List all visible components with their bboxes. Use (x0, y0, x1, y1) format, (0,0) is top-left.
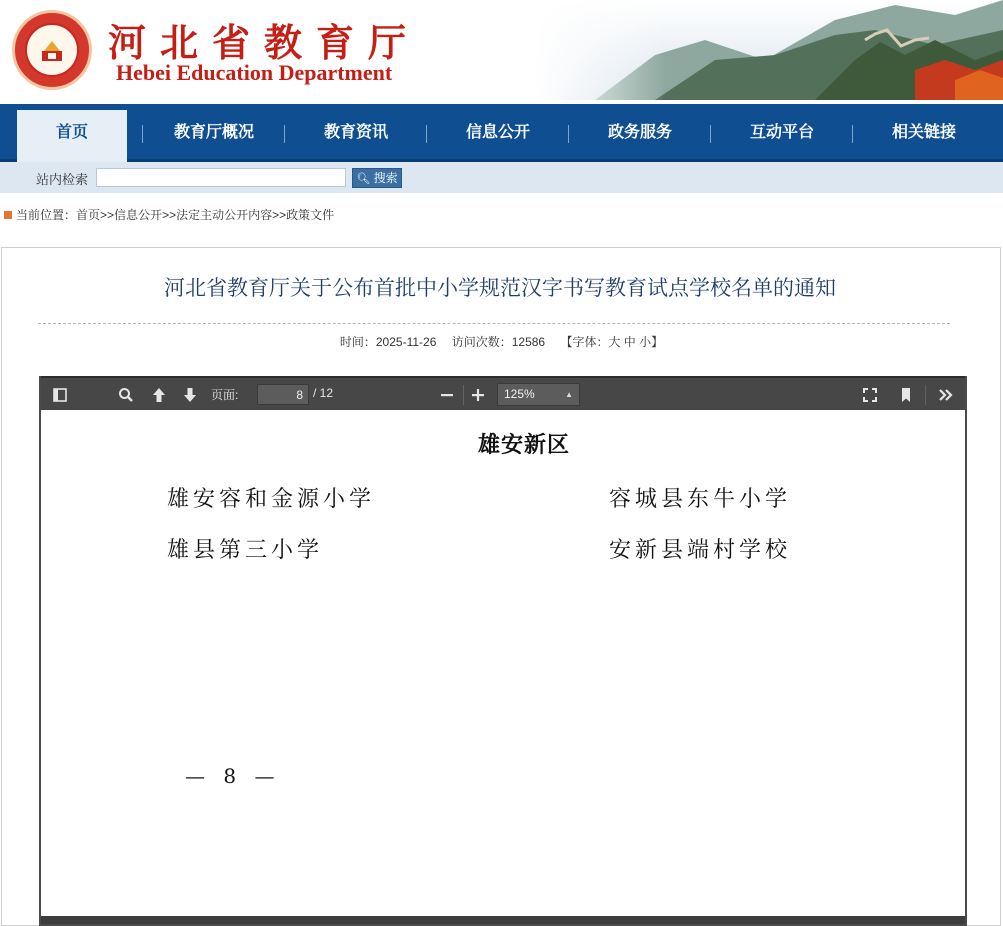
page-label: 页面: (211, 388, 239, 402)
breadcrumb-statutory-content[interactable]: 法定主动公开内容 (176, 208, 273, 222)
zoom-out-icon[interactable] (436, 384, 458, 406)
search-label: 站内检索 (36, 172, 89, 187)
nav-item-news[interactable]: 教育资讯 (323, 124, 388, 141)
zoom-value: 125% (504, 387, 535, 401)
pdf-page (41, 410, 965, 916)
title-divider (38, 323, 950, 324)
zoom-select[interactable] (497, 383, 580, 406)
nav-item-links[interactable]: 相关链接 (891, 124, 956, 141)
page-total: / 12 (313, 386, 334, 400)
zoom-dropdown-arrow-icon: ▲ (565, 390, 573, 399)
breadcrumb (4, 206, 334, 223)
site-search-bar (0, 162, 1003, 193)
search-button-label: 搜索 (373, 171, 398, 185)
breadcrumb-policy-documents[interactable]: 政策文件 (286, 208, 335, 222)
breadcrumb-separator: >> (100, 208, 115, 222)
breadcrumb-bullet-icon (4, 211, 12, 219)
toolbar-divider (463, 385, 464, 405)
pdf-school-entry: 安新县端村学校 (609, 538, 792, 563)
toolbar-divider (925, 385, 926, 405)
nav-item-gov-services[interactable]: 政务服务 (607, 124, 672, 141)
site-logo[interactable] (12, 10, 92, 90)
pdf-page-number: — 8 — (185, 764, 281, 788)
site-title-en: Hebei Education Department (116, 60, 393, 85)
great-wall-banner (535, 0, 1003, 100)
find-search-icon[interactable] (115, 384, 137, 406)
logo-emblem (25, 23, 79, 77)
pdf-school-entry: 雄安容和金源小学 (167, 487, 376, 512)
search-input[interactable] (96, 168, 346, 187)
sidebar-toggle-icon[interactable] (49, 384, 71, 406)
search-button[interactable] (352, 168, 402, 188)
zoom-in-icon[interactable] (467, 384, 489, 406)
pdf-page-gap (41, 916, 967, 926)
emblem-book-icon (40, 37, 64, 63)
site-header (0, 0, 1003, 104)
nav-item-home[interactable]: 首页 (17, 110, 127, 162)
main-nav (0, 104, 1003, 162)
breadcrumb-home[interactable]: 首页 (76, 208, 101, 222)
pdf-section-heading: 雄安新区 (478, 433, 571, 458)
article-meta (0, 333, 1003, 350)
page-number-input[interactable] (257, 384, 309, 405)
presentation-mode-icon[interactable] (859, 384, 881, 406)
more-tools-icon[interactable] (935, 384, 957, 406)
nav-item-interaction[interactable]: 互动平台 (749, 124, 814, 141)
bookmark-icon[interactable] (895, 384, 917, 406)
article-title: 河北省教育厅关于公布首批中小学规范汉字书写教育试点学校名单的通知 (164, 277, 836, 300)
pdf-school-entry: 容城县东牛小学 (609, 487, 792, 512)
previous-page-icon[interactable] (148, 384, 170, 406)
search-icon: 🔍︎ (356, 173, 371, 185)
breadcrumb-separator: >> (272, 208, 287, 222)
article-date: 时间：2025-11-26 (339, 335, 437, 349)
breadcrumb-prefix: 当前位置： (16, 208, 77, 222)
nav-item-overview[interactable]: 教育厅概况 (173, 124, 254, 141)
site-title-cn: 河北省教育厅 (108, 20, 421, 65)
article-visits: 访问次数：12586 (451, 335, 546, 349)
nav-item-info-disclosure[interactable]: 信息公开 (465, 124, 530, 141)
next-page-icon[interactable] (179, 384, 201, 406)
font-size-switcher[interactable]: 【字体：大 中 小】 (560, 335, 664, 349)
breadcrumb-separator: >> (162, 208, 177, 222)
breadcrumb-info-disclosure[interactable]: 信息公开 (114, 208, 163, 222)
pdf-viewer (39, 376, 967, 926)
pdf-toolbar (41, 376, 967, 410)
pdf-school-entry: 雄县第三小学 (167, 538, 324, 563)
